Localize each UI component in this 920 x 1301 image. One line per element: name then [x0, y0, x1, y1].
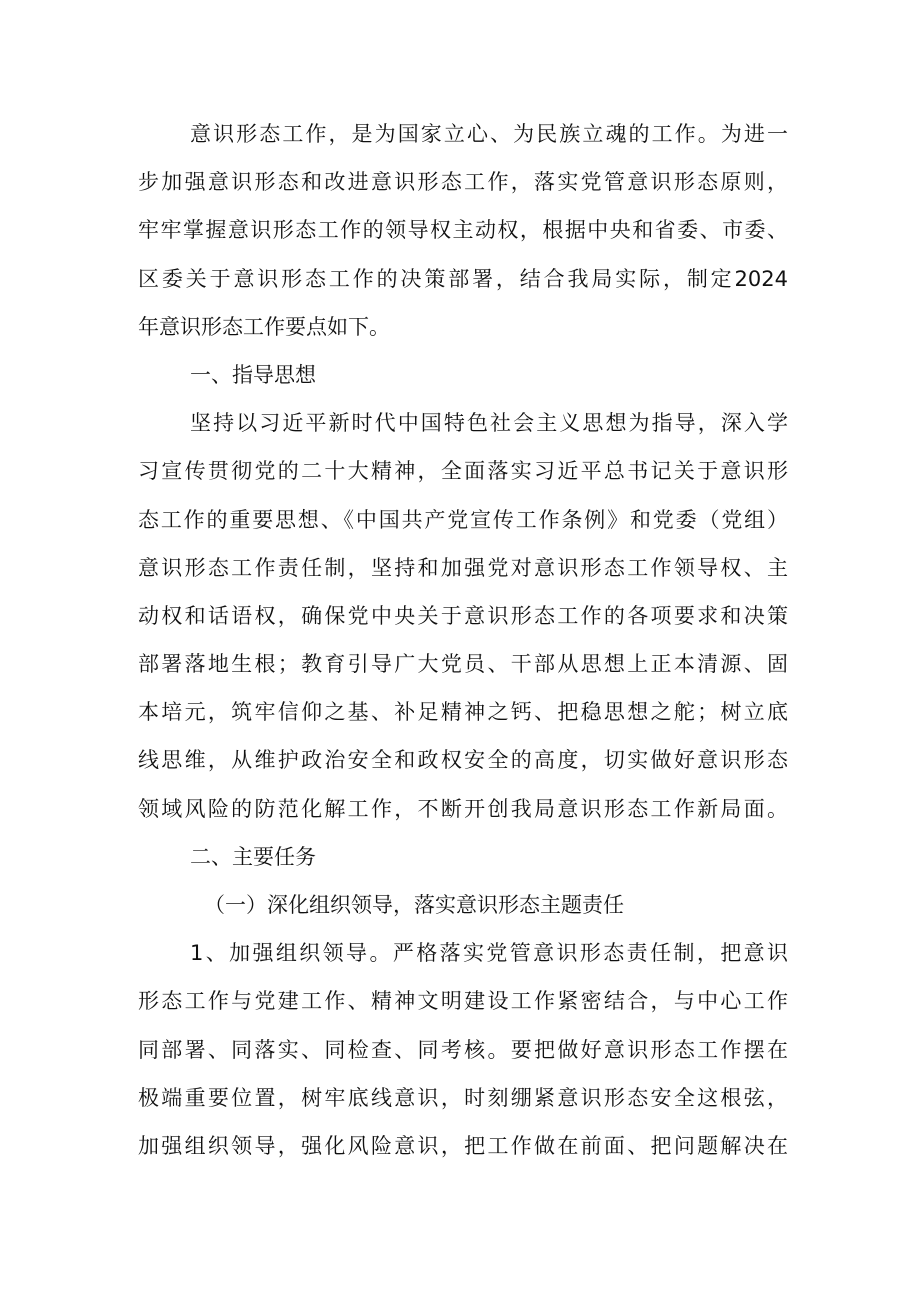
- paragraph-line: 意识形态工作责任制，坚持和加强党对意识形态工作领导权、主: [138, 555, 788, 580]
- paragraph-line: 坚持以习近平新时代中国特色社会主义思想为指导，深入学: [190, 411, 788, 436]
- paragraph-line: 部署落地生根；教育引导广大党员、干部从思想上正本清源、固: [138, 652, 788, 677]
- paragraph-line: 加强组织领导，强化风险意识，把工作做在前面、把问题解决在: [138, 1133, 788, 1158]
- paragraph-line: 步加强意识形态和改进意识形态工作，落实党管意识形态原则，: [138, 170, 788, 195]
- paragraph-line: 同部署、同落实、同检查、同考核。要把做好意识形态工作摆在: [138, 1037, 788, 1062]
- subsection-heading: （一）深化组织领导，落实意识形态主题责任: [204, 893, 624, 917]
- paragraph-line: 线思维，从维护政治安全和政权安全的高度，切实做好意识形态: [138, 748, 788, 773]
- section-heading: 一、指导思想: [190, 362, 316, 387]
- paragraph-line: 区委关于意识形态工作的决策部署，结合我局实际，制定2024: [138, 266, 788, 291]
- paragraph-line: 牢牢掌握意识形态工作的领导权主动权，根据中央和省委、市委、: [138, 218, 788, 243]
- paragraph-line: 习宣传贯彻党的二十大精神，全面落实习近平总书记关于意识形: [138, 459, 788, 484]
- paragraph-line: 1、加强组织领导。严格落实党管意识形态责任制，把意识: [190, 941, 788, 966]
- section-heading: 二、主要任务: [190, 844, 316, 869]
- paragraph-line: 意识形态工作，是为国家立心、为民族立魂的工作。为进一: [190, 122, 788, 146]
- paragraph-line: 形态工作与党建工作、精神文明建设工作紧密结合，与中心工作: [138, 989, 788, 1014]
- paragraph-line: 本培元，筑牢信仰之基、补足精神之钙、把稳思想之舵；树立底: [138, 700, 788, 725]
- paragraph-line: 年意识形态工作要点如下。: [138, 314, 390, 339]
- paragraph-line: 动权和话语权，确保党中央关于意识形态工作的各项要求和决策: [138, 603, 788, 628]
- paragraph-line: 领域风险的防范化解工作，不断开创我局意识形态工作新局面。: [138, 796, 788, 821]
- paragraph-line: 态工作的重要思想、《中国共产党宣传工作条例》和党委（党组）: [138, 507, 788, 532]
- paragraph-line: 极端重要位置，树牢底线意识，时刻绷紧意识形态安全这根弦，: [138, 1085, 788, 1110]
